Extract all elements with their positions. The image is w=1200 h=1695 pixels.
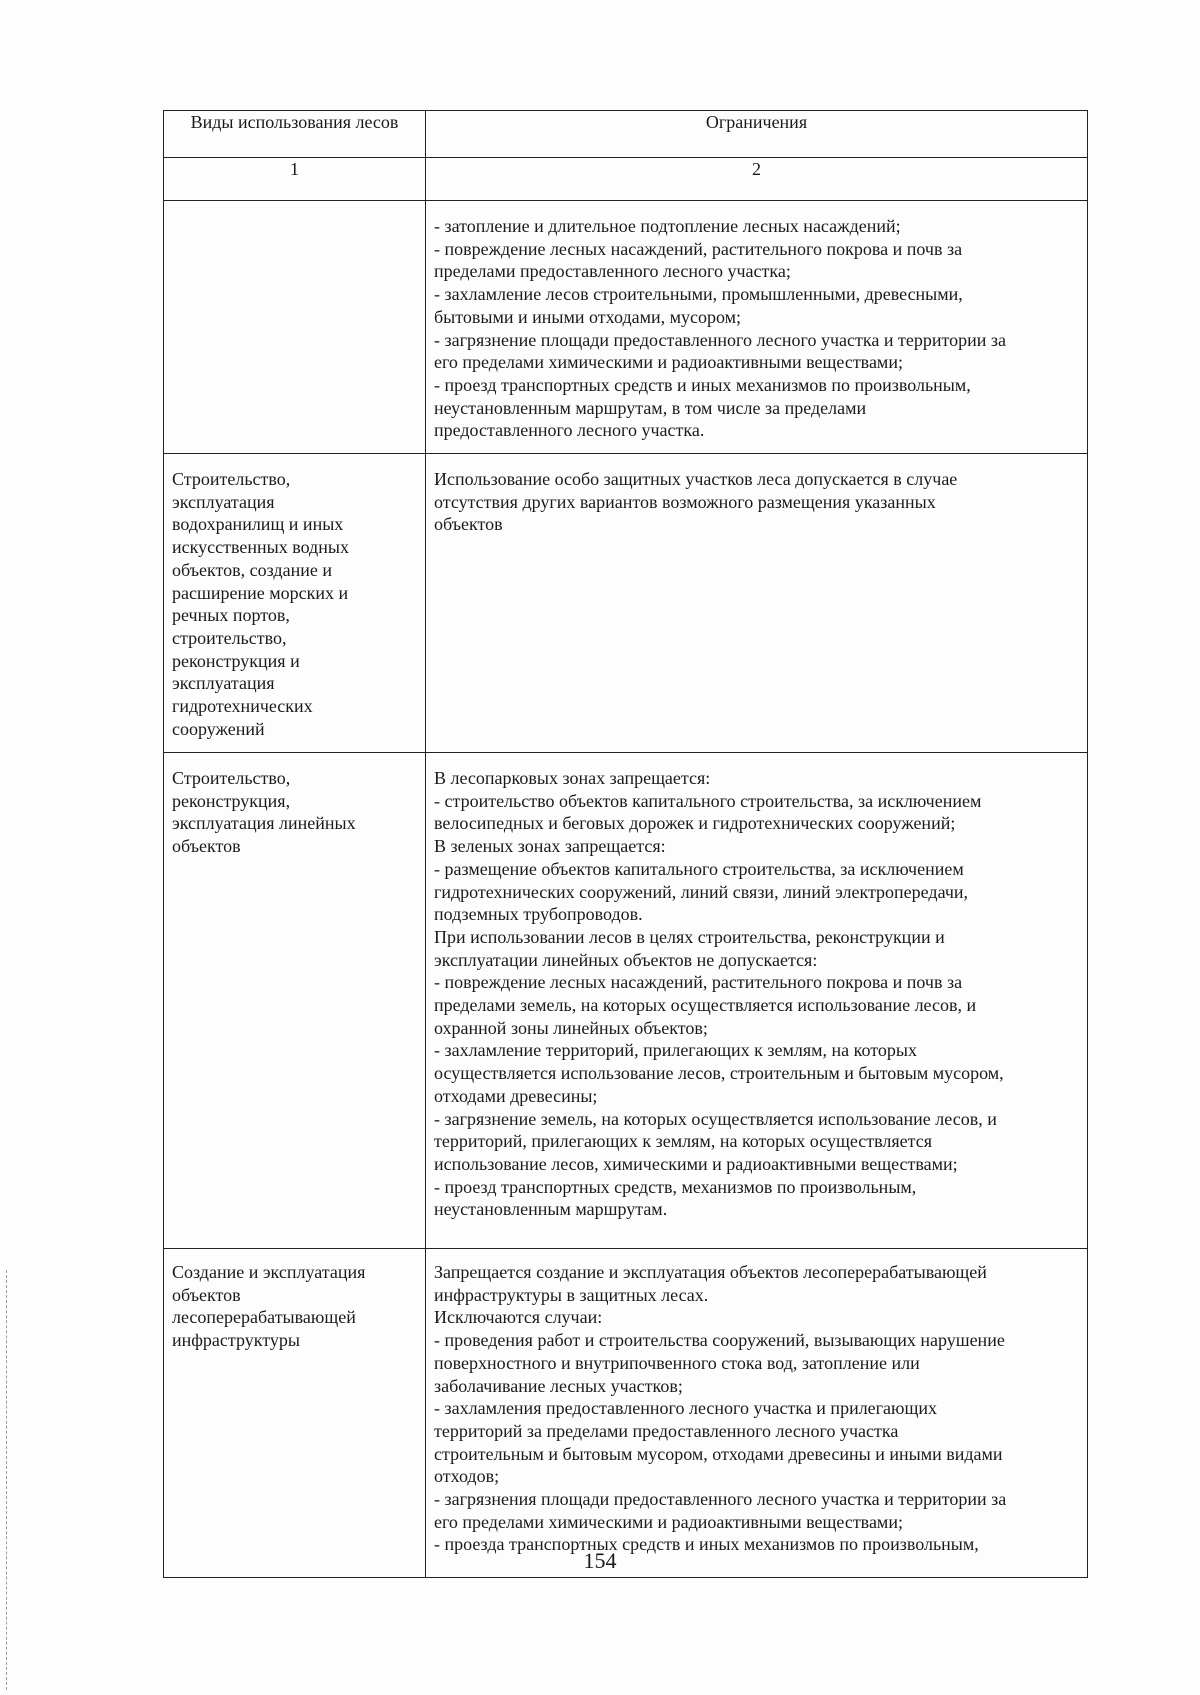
use-type-cell: [164, 454, 426, 753]
text-line: подземных трубопроводов.: [434, 904, 643, 925]
text-line: При использовании лесов в целях строительства, реконструкции и: [434, 926, 945, 947]
text-line: - затопление и длительное подтопление лесных насаждений;: [434, 216, 901, 236]
text-line: - проезда транспортных средств и иных механизмов по произвольным,: [434, 1534, 979, 1555]
text-line: неустановленным маршрутам.: [434, 1199, 668, 1220]
text-line: велосипедных и беговых дорожек и гидротехнических сооружений;: [434, 813, 956, 834]
scan-edge-artifact: [6, 1270, 7, 1690]
text-line: охранной зоны линейных объектов;: [434, 1017, 708, 1038]
use-type-cell: [164, 753, 426, 1249]
text-line: Запрещается создание и эксплуатация объектов лесоперерабатывающей: [434, 1262, 987, 1282]
text-line: сооружений: [172, 718, 265, 739]
text-line: отходов;: [434, 1466, 500, 1487]
header-cell-forest-use-types: Виды использования лесов: [164, 111, 426, 158]
text-line: - загрязнения площади предоставленного лесного участка и территории за: [434, 1489, 1007, 1510]
text-line: расширение морских и: [172, 582, 349, 603]
text-line: территорий, прилегающих к землям, на которых осуществляется: [434, 1131, 932, 1152]
column-number-row: [164, 158, 1088, 201]
table-row: [164, 454, 1088, 753]
text-line: В лесопарковых зонах запрещается:: [434, 768, 711, 788]
text-line: - захламление лесов строительными, промышленными, древесными,: [434, 284, 963, 305]
text-line: неустановленным маршрутам, в том числе за пределами: [434, 397, 867, 418]
text-line: - захламления предоставленного лесного участка и прилегающих: [434, 1398, 937, 1419]
text-line: объектов: [434, 514, 503, 535]
text-line: территорий за пределами предоставленного лесного участка: [434, 1420, 899, 1441]
text-line: эксплуатации линейных объектов не допускается:: [434, 949, 818, 970]
text-line: строительным и бытовым мусором, отходами древесины и иными видами: [434, 1443, 1003, 1464]
text-line: - загрязнение земель, на которых осуществляется использование лесов, и: [434, 1108, 997, 1129]
text-line: лесоперерабатывающей: [172, 1307, 356, 1328]
text-line: эксплуатация: [172, 491, 275, 512]
text-line: искусственных водных: [172, 537, 349, 558]
text-line: объектов, создание и: [172, 559, 332, 580]
text-line: гидротехнических: [172, 696, 313, 717]
text-line: Строительство,: [172, 768, 291, 788]
text-line: - захламление территорий, прилегающих к землям, на которых: [434, 1040, 917, 1061]
text-line: Исключаются случаи:: [434, 1307, 603, 1328]
text-line: В зеленых зонах запрещается:: [434, 836, 666, 857]
text-line: предоставленного лесного участка.: [434, 420, 705, 441]
text-line: заболачивание лесных участков;: [434, 1375, 683, 1396]
text-line: объектов: [172, 1284, 241, 1305]
text-line: отсутствия других вариантов возможного размещения указанных: [434, 491, 936, 512]
text-line: эксплуатация линейных: [172, 813, 356, 834]
text-line: Строительство,: [172, 469, 291, 489]
text-line: осуществляется использование лесов, строительным и бытовым мусором,: [434, 1063, 1004, 1084]
text-line: бытовыми и иными отходами, мусором;: [434, 306, 742, 327]
text-line: строительство,: [172, 627, 287, 648]
text-line: отходами древесины;: [434, 1085, 598, 1106]
text-line: использование лесов, химическими и радиоактивными веществами;: [434, 1153, 958, 1174]
text-line: объектов: [172, 836, 241, 857]
use-type-cell: [164, 1249, 426, 1578]
text-line: гидротехнических сооружений, линий связи, линий электропередачи,: [434, 881, 969, 902]
restrictions-cell: [426, 1249, 1088, 1578]
text-line: - проезд транспортных средств и иных механизмов по произвольным,: [434, 374, 971, 395]
restrictions-cell: [426, 454, 1088, 753]
table-header-row: [164, 111, 1088, 158]
text-line: реконструкция и: [172, 650, 300, 671]
table-row: [164, 753, 1088, 1249]
text-line: его пределами химическими и радиоактивными веществами;: [434, 1511, 903, 1532]
text-line: - строительство объектов капитального строительства, за исключением: [434, 790, 982, 811]
text-line: - повреждение лесных насаждений, растительного покрова и почв за: [434, 238, 963, 259]
table-row: [164, 201, 1088, 454]
text-line: пределами предоставленного лесного участка;: [434, 261, 791, 282]
restrictions-cell: [426, 753, 1088, 1249]
text-line: его пределами химическими и радиоактивными веществами;: [434, 352, 903, 373]
text-line: Использование особо защитных участков леса допускается в случае: [434, 469, 958, 489]
text-line: речных портов,: [172, 605, 290, 626]
table-row: [164, 1249, 1088, 1578]
text-line: Создание и эксплуатация: [172, 1262, 366, 1282]
column-number-1: 1: [164, 158, 426, 201]
text-line: - загрязнение площади предоставленного лесного участка и территории за: [434, 329, 1006, 350]
header-cell-restrictions: Ограничения: [426, 111, 1088, 158]
page-number: 154: [583, 1548, 617, 1573]
forest-use-restrictions-table: [163, 110, 1088, 1578]
text-line: поверхностного и внутрипочвенного стока вод, затопление или: [434, 1352, 920, 1373]
text-line: инфраструктуры: [172, 1330, 300, 1351]
text-line: - проведения работ и строительства сооружений, вызывающих нарушение: [434, 1330, 1005, 1351]
use-type-cell: [164, 201, 426, 454]
text-line: - проезд транспортных средств, механизмов по произвольным,: [434, 1176, 917, 1197]
text-line: реконструкция,: [172, 790, 291, 811]
text-line: - размещение объектов капитального строительства, за исключением: [434, 858, 964, 879]
text-line: пределами земель, на которых осуществляется использование лесов, и: [434, 995, 977, 1016]
column-number-2: 2: [426, 158, 1088, 201]
text-line: водохранилищ и иных: [172, 514, 344, 535]
text-line: инфраструктуры в защитных лесах.: [434, 1284, 709, 1305]
restrictions-cell: [426, 201, 1088, 454]
text-line: эксплуатация: [172, 673, 275, 694]
text-line: - повреждение лесных насаждений, растительного покрова и почв за: [434, 972, 963, 993]
